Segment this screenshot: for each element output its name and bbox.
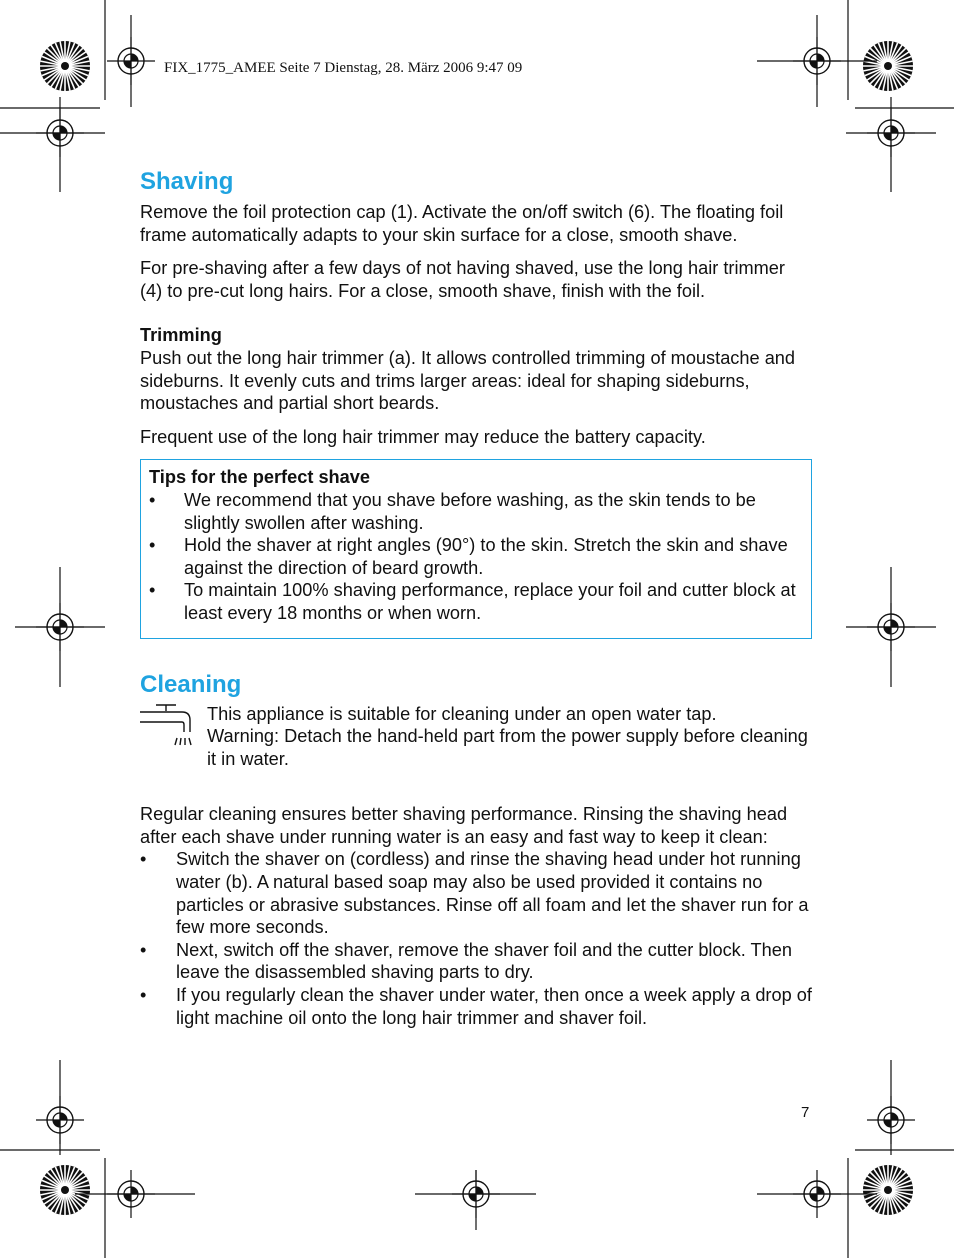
water-tap-icon bbox=[140, 703, 207, 771]
bullet-icon: • bbox=[149, 535, 156, 556]
tips-box bbox=[140, 459, 812, 638]
list-item: • To maintain 100% shaving performance, replace your foil and cutter block at least every 18 months or when worn. bbox=[149, 580, 796, 623]
cleaning-section bbox=[140, 669, 812, 1030]
tap-text: This appliance is suitable for cleaning under an open water tap. bbox=[207, 703, 717, 724]
list-item: • We recommend that you shave before washing, as the skin tends to be slightly swollen after washing. bbox=[149, 489, 756, 533]
bullet-icon: • bbox=[149, 489, 156, 510]
starburst-target-icon bbox=[40, 1165, 90, 1215]
battery-note: Frequent use of the long hair trimmer may reduce the battery capacity. bbox=[140, 426, 706, 447]
cleaning-list bbox=[140, 848, 812, 1029]
page-number: 7 bbox=[801, 1104, 810, 1121]
trimming-paragraph: Push out the long hair trimmer (a). It allows controlled trimming of moustache and sideburns. It evenly cuts and trims larger areas: ideal for shaping sideburns, moustaches and partial short beards. bbox=[140, 347, 796, 414]
bullet-icon: • bbox=[140, 849, 147, 870]
bullet-icon: • bbox=[140, 985, 147, 1006]
list-item: • If you regularly clean the shaver under water, then once a week apply a drop of light machine oil onto the long hair trimmer and shaver foil. bbox=[140, 985, 812, 1028]
tap-notice bbox=[140, 703, 812, 771]
tips-list bbox=[149, 489, 801, 625]
tap-notice-text bbox=[207, 703, 812, 771]
trimming-title: Trimming bbox=[140, 325, 222, 346]
tips-title: Tips for the perfect shave bbox=[149, 467, 371, 488]
shaving-paragraph-1: Remove the foil protection cap (1). Activate the on/off switch (6). The floating foil frame automatically adapts to your skin surface for a close, smooth shave. bbox=[140, 202, 784, 245]
list-item: • Switch the shaver on (cordless) and rinse the shaving head under hot running water (b). A natural based soap may also be used provided it contains no particles or abrasive substances. Rinse off all foam and let the shaver run for a few more seconds. bbox=[140, 849, 809, 938]
shaving-heading: Shaving bbox=[140, 168, 234, 195]
bullet-icon: • bbox=[140, 939, 147, 960]
shaving-paragraph-2: For pre-shaving after a few days of not having shaved, use the long hair trimmer (4) to pre-cut long hairs. For a close, smooth shave, finish with the foil. bbox=[140, 258, 785, 301]
list-item: • Next, switch off the shaver, remove the shaver foil and the cutter block. Then leave the disassembled shaving parts to dry. bbox=[140, 939, 793, 983]
starburst-target-icon bbox=[863, 1165, 913, 1215]
starburst-target-icon bbox=[863, 41, 913, 91]
bullet-icon: • bbox=[149, 580, 156, 601]
cleaning-heading: Cleaning bbox=[140, 670, 242, 698]
tap-warning: Warning: Detach the hand-held part from the power supply before cleaning it in water. bbox=[207, 726, 808, 769]
print-slug: FIX_1775_AMEE Seite 7 Dienstag, 28. März 2006 9:47 09 bbox=[164, 60, 523, 76]
starburst-target-icon bbox=[40, 41, 90, 91]
page-content bbox=[140, 166, 812, 1029]
cleaning-paragraph: Regular cleaning ensures better shaving performance. Rinsing the shaving head after each shave under running water is an easy and fast way to keep it clean: bbox=[140, 804, 788, 847]
list-item: • Hold the shaver at right angles (90°) to the skin. Stretch the skin and shave against the direction of beard growth. bbox=[149, 535, 788, 578]
